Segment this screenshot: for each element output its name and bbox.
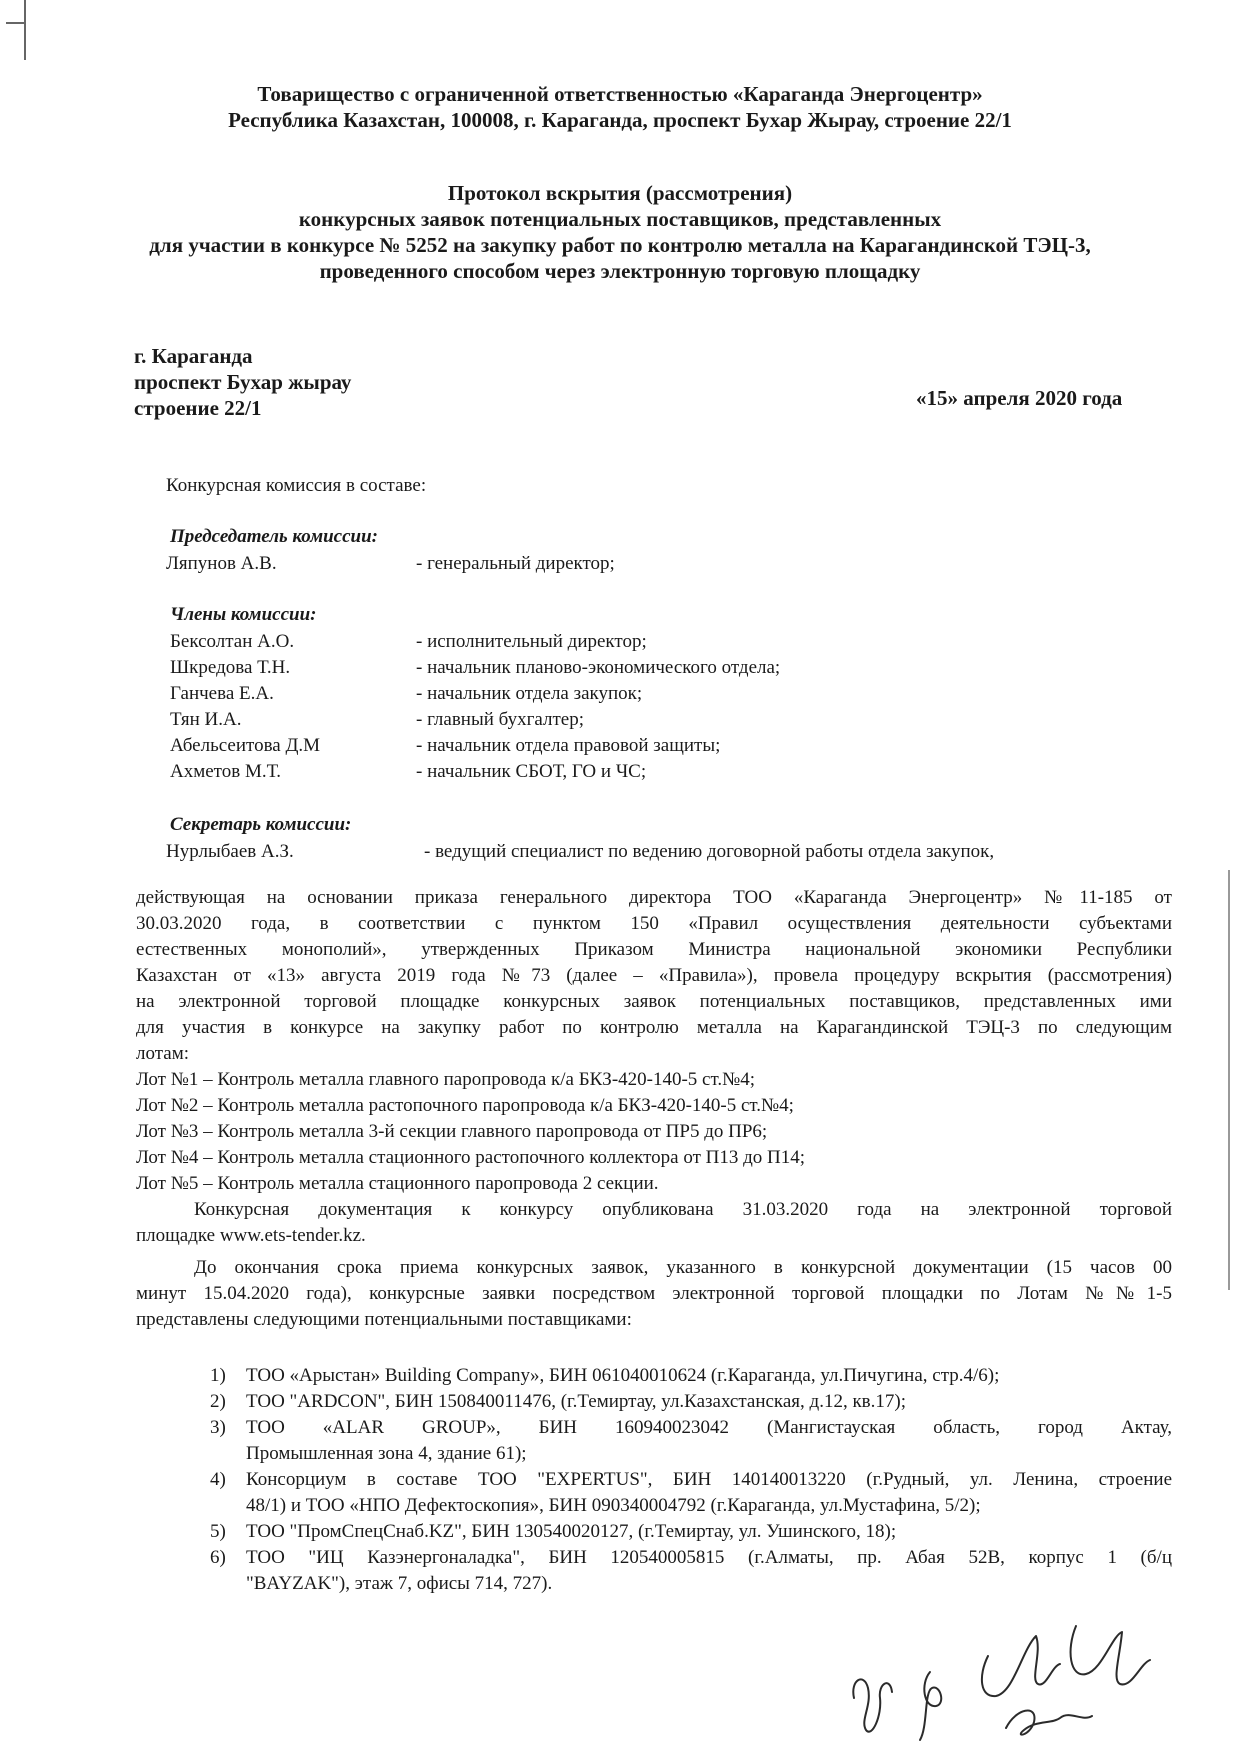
member-role: - начальник планово-экономического отдела; xyxy=(416,657,781,678)
member-name: Шкредова Т.Н. xyxy=(170,657,291,678)
supplier-text: Консорциум в составе ТОО "EXPERTUS", БИН 140140013220 (г.Рудный, ул. Ленина, строение xyxy=(246,1469,1172,1490)
signature-mark xyxy=(853,1679,892,1731)
member-name: Ганчева Е.А. xyxy=(170,683,274,704)
body-line: для участия в конкурсе на закупку работ по контролю металла на Карагандинской ТЭЦ-3 по следующим xyxy=(136,1017,1172,1038)
deadline-line: До окончания срока приема конкурсных заявок, указанного в конкурсной документации (15 часов 00 xyxy=(194,1257,1172,1278)
commission-intro: Конкурсная комиссия в составе: xyxy=(166,475,427,496)
member-name: Абельсеитова Д.М xyxy=(170,735,321,756)
member-role: - начальник СБОТ, ГО и ЧС; xyxy=(416,761,647,782)
supplier-text: ТОО «Арыстан» Building Company», БИН 061040010624 (г.Караганда, ул.Пичугина, стр.4/6); xyxy=(246,1365,1000,1386)
member-role: - начальник отдела правовой защиты; xyxy=(416,735,721,756)
signature-mark xyxy=(1071,1626,1150,1684)
place-building: строение 22/1 xyxy=(134,396,262,420)
deadline-line: минут 15.04.2020 года), конкурсные заявки посредством электронной торговой площадки по Лотам №№1-5 xyxy=(136,1283,1172,1304)
supplier-number: 2) xyxy=(210,1391,226,1412)
body-line: 30.03.2020 года, в соответствии с пунктом 150 «Правил осуществления деятельности субъектами xyxy=(136,913,1172,934)
body-line: Казахстан от «13» августа 2019 года №73 (далее – «Правила»), провела процедуру вскрытия (рассмотрения) xyxy=(136,965,1172,986)
chair-role: - генеральный директор; xyxy=(416,553,615,574)
supplier-number: 5) xyxy=(210,1521,226,1542)
protocol-title: Протокол вскрытия (рассмотрения) xyxy=(447,181,793,205)
member-name: Бексолтан А.О. xyxy=(170,631,295,652)
protocol-subtitle-1: конкурсных заявок потенциальных поставщиков, представленных xyxy=(298,207,942,231)
protocol-date: «15» апреля 2020 года xyxy=(916,386,1123,410)
body-line: действующая на основании приказа генерального директора ТОО «Караганда Энергоцентр» №11-185 от xyxy=(136,887,1172,908)
member-role: - исполнительный директор; xyxy=(416,631,647,652)
lot-item: Лот №5 – Контроль металла стационного паропровода 2 секции. xyxy=(136,1173,659,1194)
signature-mark xyxy=(982,1636,1060,1696)
supplier-text: "BAYZAK"), этаж 7, офисы 714, 727). xyxy=(246,1573,553,1594)
protocol-subtitle-2: для участии в конкурсе № 5252 на закупку работ по контролю металла на Карагандинской ТЭЦ-3, xyxy=(149,233,1091,257)
member-role: - начальник отдела закупок; xyxy=(416,683,643,704)
secretary-role: - ведущий специалист по ведению договорной работы отдела закупок, xyxy=(424,841,995,862)
chair-heading: Председатель комиссии: xyxy=(170,526,378,547)
scan-edge-mark xyxy=(1228,870,1230,1290)
member-name: Ахметов М.Т. xyxy=(170,761,282,782)
members-heading: Члены комиссии: xyxy=(170,604,317,625)
supplier-text: ТОО "ИЦ Казэнергоналадка", БИН 120540005815 (г.Алматы, пр. Абая 52В, корпус 1 (б/ц xyxy=(246,1547,1172,1568)
supplier-text: ТОО "ПромСпецСнаб.KZ", БИН 130540020127, (г.Темиртау, ул. Ушинского, 18); xyxy=(246,1521,897,1542)
supplier-text: ТОО "ARDCON", БИН 150840011476, (г.Темиртау, ул.Казахстанская, д.12, кв.17); xyxy=(246,1391,907,1412)
company-name: Товарищество с ограниченной ответственностью «Караганда Энергоцентр» xyxy=(257,82,983,106)
supplier-number: 1) xyxy=(210,1365,226,1386)
body-line: на электронной торговой площадке конкурсных заявок потенциальных поставщиков, представленных ими xyxy=(136,991,1172,1012)
place-street: проспект Бухар жырау xyxy=(134,370,352,394)
publication-line: площадке www.ets-tender.kz. xyxy=(136,1225,366,1246)
lot-item: Лот №2 – Контроль металла растопочного паропровода к/а БКЗ-420-140-5 ст.№4; xyxy=(136,1095,794,1116)
body-line: естественных монополий», утвержденных Приказом Министра национальной экономики Республики xyxy=(136,939,1172,960)
deadline-line: представлены следующими потенциальными поставщиками: xyxy=(136,1309,632,1330)
member-role: - главный бухгалтер; xyxy=(416,709,584,730)
secretary-heading: Секретарь комиссии: xyxy=(170,814,352,835)
member-name: Тян И.А. xyxy=(170,709,242,730)
supplier-number: 3) xyxy=(210,1417,226,1438)
protocol-subtitle-3: проведенного способом через электронную торговую площадку xyxy=(319,259,921,283)
supplier-number: 6) xyxy=(210,1547,226,1568)
company-address: Республика Казахстан, 100008, г. Караганда, проспект Бухар Жырау, строение 22/1 xyxy=(228,108,1012,132)
place-city: г. Караганда xyxy=(134,344,253,368)
lot-item: Лот №4 – Контроль металла стационного растопочного коллектора от П13 до П14; xyxy=(136,1147,806,1168)
lot-item: Лот №1 – Контроль металла главного паропровода к/а БКЗ-420-140-5 ст.№4; xyxy=(136,1069,756,1090)
supplier-text: ТОО «ALAR GROUP», БИН 160940023042 (Мангистауская область, город Актау, xyxy=(246,1417,1172,1438)
supplier-text: 48/1) и ТОО «НПО Дефектоскопия», БИН 090340004792 (г.Караганда, ул.Мустафина, 5/2); xyxy=(246,1495,981,1516)
signature-mark xyxy=(1006,1711,1092,1735)
secretary-name: Нурлыбаев А.З. xyxy=(166,841,294,862)
chair-name: Ляпунов А.В. xyxy=(166,553,277,574)
signature-mark xyxy=(920,1672,941,1740)
lot-item: Лот №3 – Контроль металла 3-й секции главного паропровода от ПР5 до ПР6; xyxy=(136,1121,768,1142)
supplier-number: 4) xyxy=(210,1469,226,1490)
publication-line: Конкурсная документация к конкурсу опубликована 31.03.2020 года на электронной торговой xyxy=(194,1199,1172,1220)
body-line: лотам: xyxy=(136,1043,190,1064)
signatures xyxy=(820,1580,1200,1750)
scan-edge-mark xyxy=(6,22,26,24)
scan-edge-mark xyxy=(24,0,26,60)
supplier-text: Промышленная зона 4, здание 61); xyxy=(246,1443,527,1464)
